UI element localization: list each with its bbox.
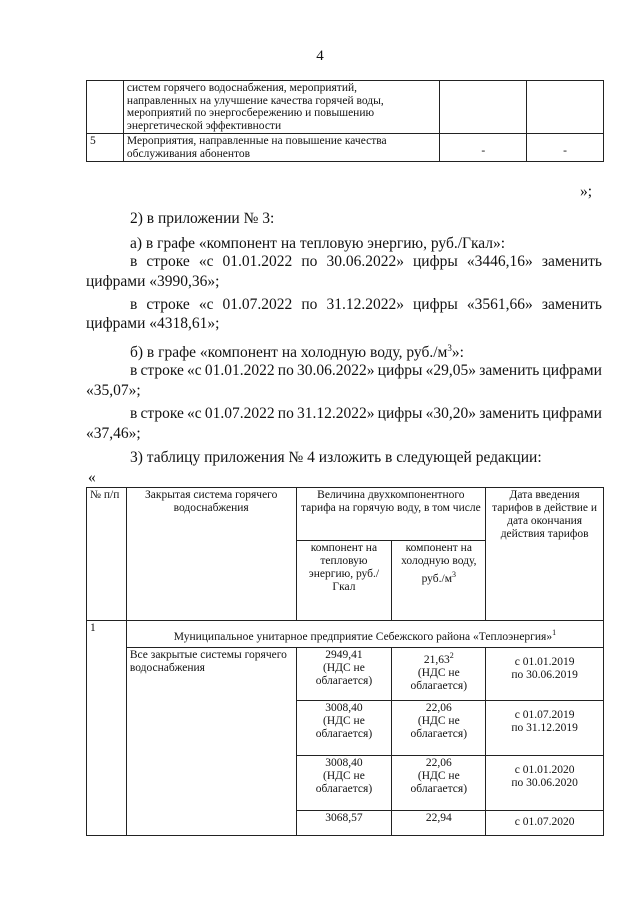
cold-value: 22,06 (НДС не облагается) — [392, 756, 486, 811]
paragraph: «37,46»; — [86, 425, 141, 442]
header-cold-component: компонент на холодную воду, $руб./м^3$ — [392, 541, 486, 621]
period: с 01.07.2020 — [486, 811, 604, 836]
tariff-table — [86, 487, 604, 836]
row-col3 — [440, 81, 527, 134]
header-heat-component: компонент на тепловую энергию, руб./Гкал — [296, 541, 392, 621]
paragraph-justified: в строке «с 01.07.2022 по 31.12.2022» цифры «3561,66» заменить — [130, 296, 602, 313]
row-col4: - — [527, 134, 604, 162]
table-row — [87, 81, 604, 134]
header-dates: Дата введения тарифов в действие и дата окончания действия тарифов — [486, 488, 604, 621]
paragraph: а) в графе «компонент на тепловую энергию, руб./Гкал»: — [130, 235, 506, 252]
paragraph: 2) в приложении № 3: — [130, 210, 275, 227]
paragraph: цифрами «3990,36»; — [86, 273, 220, 290]
org-name: Муниципальное унитарное предприятие Себежского района «Теплоэнергия»$^1$ — [126, 621, 603, 648]
cold-value: 22,94 — [392, 811, 486, 836]
cold-value: 22,06 (НДС не облагается) — [392, 701, 486, 756]
table-header-row — [87, 488, 604, 541]
row-number — [87, 81, 124, 134]
paragraph: «35,07»; — [86, 382, 141, 399]
period: с 01.01.2019 по 30.06.2019 — [486, 648, 604, 701]
system-name: Все закрытые системы горячего водоснабжения — [126, 648, 296, 836]
open-quote: « — [88, 469, 96, 486]
paragraph: цифрами «4318,61»; — [86, 315, 220, 332]
header-system: Закрытая система горячего водоснабжения — [126, 488, 296, 621]
row-text: систем горячего водоснабжения, мероприятий, направленных на улучшение качества горячей воды, мероприятий по энергосбережению и повышению энергетической эффективности — [123, 81, 439, 134]
paragraph-justified: в строке «с 01.01.2022 по 30.06.2022» цифры «3446,16» заменить — [130, 253, 602, 270]
row-text: Мероприятия, направленные на повышение качества обслуживания абонентов — [123, 134, 439, 162]
heat-value: 3068,57 — [296, 811, 392, 836]
heat-value: 3008,40 (НДС не облагается) — [296, 701, 392, 756]
row-col3: - — [440, 134, 527, 162]
row-number: 5 — [87, 134, 124, 162]
closing-quote: »; — [580, 183, 593, 200]
paragraph: б) в графе «компонент на холодную воду, $руб./м^3$»: — [130, 343, 464, 362]
header-number: № п/п — [87, 488, 127, 621]
header-tariff: Величина двухкомпонентного тарифа на горячую воду, в том числе — [296, 488, 486, 541]
period: с 01.07.2019 по 31.12.2019 — [486, 701, 604, 756]
page-number: 4 — [316, 48, 324, 64]
table-row — [87, 134, 604, 162]
heat-value: 2949,41 (НДС не облагается) — [296, 648, 392, 701]
period: с 01.01.2020 по 30.06.2020 — [486, 756, 604, 811]
paragraph: 3) таблицу приложения № 4 изложить в следующей редакции: — [130, 449, 542, 466]
heat-value: 3008,40 (НДС не облагается) — [296, 756, 392, 811]
cold-value: 21,63$^2$ (НДС не облагается) — [392, 648, 486, 701]
paragraph-justified: в строке «с 01.01.2022 по 30.06.2022» цифры «29,05» заменить цифрами — [130, 362, 602, 379]
row-col4 — [527, 81, 604, 134]
measures-table — [86, 80, 604, 162]
table-row — [87, 648, 604, 701]
table-row — [87, 621, 604, 648]
org-number: 1 — [87, 621, 127, 836]
paragraph-justified: в строке «с 01.07.2022 по 31.12.2022» цифры «30,20» заменить цифрами — [130, 405, 602, 422]
